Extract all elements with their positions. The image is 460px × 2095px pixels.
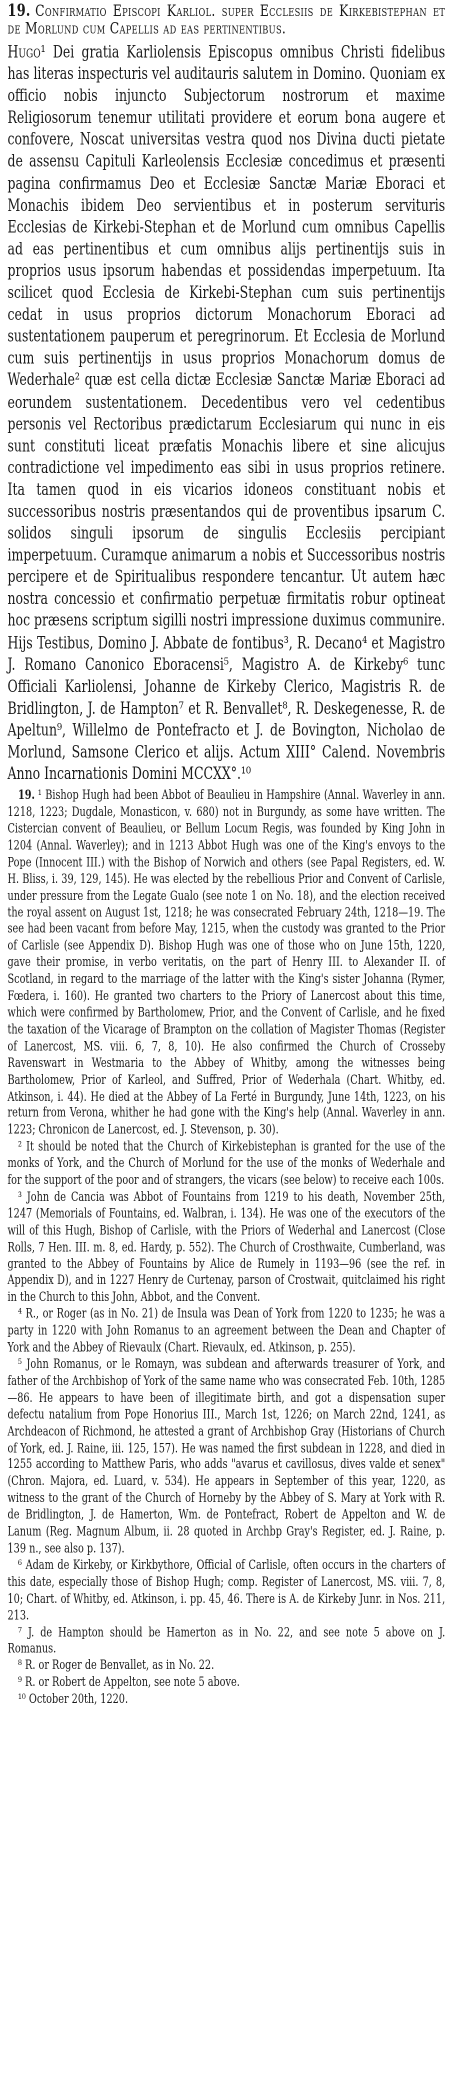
footnote-10	[8, 1692, 446, 1709]
footnote-text: ⁴ R., or Roger (as in No. 21) de Insula was Dean of York from 1220 to 1235; he was a party in 1220 with John Romanus to an agreement between the Dean and Chapter of York and the Abbey of Rievaulx (Chart. Rievaulx, ed. Atkinson, p. 255).	[7, 1307, 446, 1356]
footnote-text: ⁷ J. de Hampton should be Hamerton as in No. 22, and see note 5 above on J. Romanus.	[7, 1625, 446, 1657]
footnote-text: ¹⁰ October 20th, 1220.	[18, 1692, 129, 1707]
footnote-5	[8, 1357, 446, 1558]
footnote-text: ⁸ R. or Roger de Benvallet, as in No. 22.	[18, 1658, 215, 1674]
footnote-1	[8, 788, 446, 1139]
footnote-charter-number: 19.	[18, 788, 35, 804]
footnote-4	[8, 1307, 446, 1357]
footnote-text: ⁵ John Romanus, or le Romayn, was subdean and afterwards treasurer of York, and father of the Archbishop of York of the same name who was consecrated Feb. 10th, 1285—86. He appears to have been of illegitimate birth, and got a dispensation super defectu natalium from Pope Honorius III., March 1st, 1226; on March 22nd, 1241, as Archdeacon of Richmond, he attested a grant of Archbishop Gray (Historians of Church of York, ed. J. Raine, iii. 125, 157). He was named the first subdean in 1228, and died in 1255 according to Matthew Paris, who adds "avarus et cavillosus, dives valde et senex" (Chron. Majora, ed. Luard, v. 534). He appears in September of this year, 1220, as witness to the grant of the Church of Horneby by the Abbey of S. Mary at York with R. de Bridlington, J. de Hamerton, Wm. de Pontefract, Robert de Appelton and W. de Lanum (Reg. Magnum Album, ii. 28 quoted in Archbp Gray's Register, ed. J. Raine, p. 139 n., see also p. 137).	[7, 1357, 446, 1557]
footnote-9	[8, 1675, 446, 1692]
footnotes	[8, 788, 446, 1709]
footnote-text: ² It should be noted that the Church of Kirkebistephan is granted for the use of the monks of York, and the Church of Morlund for the use of the monks of Wederhale and for the support of the poor and of strangers, the vicars (see below) to receive each 100s.	[7, 1139, 446, 1189]
footnote-3	[8, 1190, 446, 1307]
charter-number: 19.	[7, 0, 31, 21]
footnote-text: ³ John de Cancia was Abbot of Fountains from 1219 to his death, November 25th, 1247 (Memorials of Fountains, ed. Walbran, i. 134). He was one of the executors of the will of this Hugh, Bishop of Carlisle, with the Priors of Wederhal and Lanercost (Close Rolls, 7 Hen. III. m. 8, ed. Hardy, p. 552). The Church of Crosthwaite, Cumberland, was granted to the Abbey of Fountains by Alice de Rumely in 1193—96 (see the ref. in Appendix D), and in 1227 Henry de Curtenay, parson of Crostwait, quitclaimed his right in the Church to this John, Abbot, and the Convent.	[7, 1189, 446, 1306]
footnote-2	[8, 1140, 446, 1190]
footnote-8	[8, 1659, 446, 1676]
charter-text	[8, 42, 446, 786]
footnote-text: ⁶ Adam de Kirkeby, or Kirkbythore, Official of Carlisle, often occurs in the charters of this date, especially those of Bishop Hugh; comp. Register of Lanercost, MS. viii. 7, 8, 10; Chart. of Whitby, ed. Atkinson, i. pp. 45, 46. There is A. de Kirkeby Junr. in Nos. 211, 213.	[7, 1558, 446, 1624]
footnote-7	[8, 1625, 446, 1658]
charter-heading	[8, 2, 446, 38]
footnote-text: ¹ Bishop Hugh had been Abbot of Beaulieu in Hampshire (Annal. Waverley in ann. 1218, 1223; Dugdale, Monasticon, v. 680) not in Burgundy, as some have written. The Cistercian convent of Beaulieu, or Bellum Locum Regis, was founded by King John in 1204 (Annal. Waverley); and in 1213 Abbot Hugh was one of the King's envoys to the Pope (Innocent III.) with the Bishop of Norwich and others (see Papal Registers, ed. W. H. Bliss, i. 39, 129, 145). He was elected by the rebellious Prior and Convent of Carlisle, under pressure from the Legate Gualo (see note 1 on No. 18), and the election received the royal assent on August 1st, 1218; he was consecrated February 24th, 1218—19. The see had been vacant from before May, 1215, when the custody was granted to the Prior of Carlisle (see Appendix D). Bishop Hugh was one of those who on June 15th, 1220, gave their promise, in verbo veritatis, on the part of Henry III. to Alexander II. of Scotland, in regard to the marriage of the latter with the King's sister Johanna (Rymer, Fœdera, i. 160). He granted two charters to the Priory of Lanercost about this time, which were confirmed by Bartholomew, Prior, and the Convent of Carlisle, and he fixed the taxation of the Vicarage of Brampton on the collation of Magister Thomas (Register of Lanercost, MS. viii. 6, 7, 8, 10). He also confirmed the Church of Crosseby Ravenswart in Westmaria to the Abbey of Whitby, among the witnesses being Bartholomew, Prior of Karleol, and Suffred, Prior of Wederhala (Chart. Whitby, ed. Atkinson, i. 44). He died at the Abbey of La Ferté in Burgundy, June 14th, 1223, on his return from Verona, whither he had gone with the King's help (Annal. Waverley in ann. 1223; Chronicon de Lanercost, ed. J. Stevenson, p. 30).	[7, 788, 446, 1138]
footnote-text: ⁹ R. or Robert de Appelton, see note 5 above.	[18, 1675, 240, 1691]
charter-title: Confirmatio Episcopi Karliol. super Ecclesiis de Kirkebistephan et de Morlund cum Capellis ad eas pertinentibus.	[7, 0, 446, 38]
charter-body: ¹ Dei gratia Karliolensis Episcopus omnibus Christi fidelibus has literas inspecturis vel auditauris salutem in Domino. Quoniam ex officio nobis injuncto Subjectorum nostrorum et maxime Religiosorum tenemur utilitati providere et eorum bona augere et confovere, Noscat universitas vestra quod nos Divina ducti pietate de assensu Capituli Karleolensis Ecclesiæ concedimus et præsenti pagina confirmamus Deo et Ecclesiæ Sanctæ Mariæ Eboraci et Monachis ibidem Deo servientibus et in posterum servituris Ecclesias de Kirkebi-Stephan et de Morlund cum omnibus Capellis ad eas pertinentibus et cum omnibus alijs pertinentijs suis in proprios usus ipsorum habendas et possidendas imperpetuum. Ita scilicet quod Ecclesia de Kirkebi-Stephan cum suis pertinentijs cedat in usus proprios dictorum Monachorum Eboraci ad sustentationem pauperum et peregrinorum. Et Ecclesia de Morlund cum suis pertinentijs in usus proprios Monachorum domus de Wederhale² quæ est cella dictæ Ecclesiæ Sanctæ Mariæ Eboraci ad eorundem sustentationem. Decedentibus vero vel cedentibus personis vel Rectoribus prædictarum Ecclesiarum qui nunc in eis sunt constituti liceat præfatis Monachis libere et sine alicujus contradictione vel impedimento eas sibi in usus proprios retinere. Ita tamen quod in eis vicarios idoneos constituant nobis et successoribus nostris præsentandos qui de proventibus ipsarum C. solidos singuli ipsorum de singulis Ecclesiis percipiant imperpetuum. Curamque animarum a nobis et Successoribus nostris percipere et de Spiritualibus respondere tencantur. Ut autem hæc nostra concessio et confirmatio perpetuæ firmitatis robur optineat hoc præsens scriptum sigilli nostri impressione duximus communire. Hijs Testibus, Domino J. Abbate de fontibus³, R. Decano⁴ et Magistro J. Romano Canonico Eboracensi⁵, Magistro A. de Kirkeby⁶ tunc Officiali Karliolensi, Johanne de Kirkeby Clerico, Magistris R. de Bridlington, J. de Hampton⁷ et R. Benvallet⁸, R. Deskegenesse, R. de Apeltun⁹, Willelmo de Pontefracto et J. de Bovington, Nicholao de Morlund, Samsone Clerico et alijs. Actum XIII° Calend. Novembris Anno Incarnationis Domini MCCXX°.¹⁰	[7, 42, 446, 784]
charter-opening-word: Hugo	[7, 42, 41, 62]
footnote-6	[8, 1558, 446, 1625]
